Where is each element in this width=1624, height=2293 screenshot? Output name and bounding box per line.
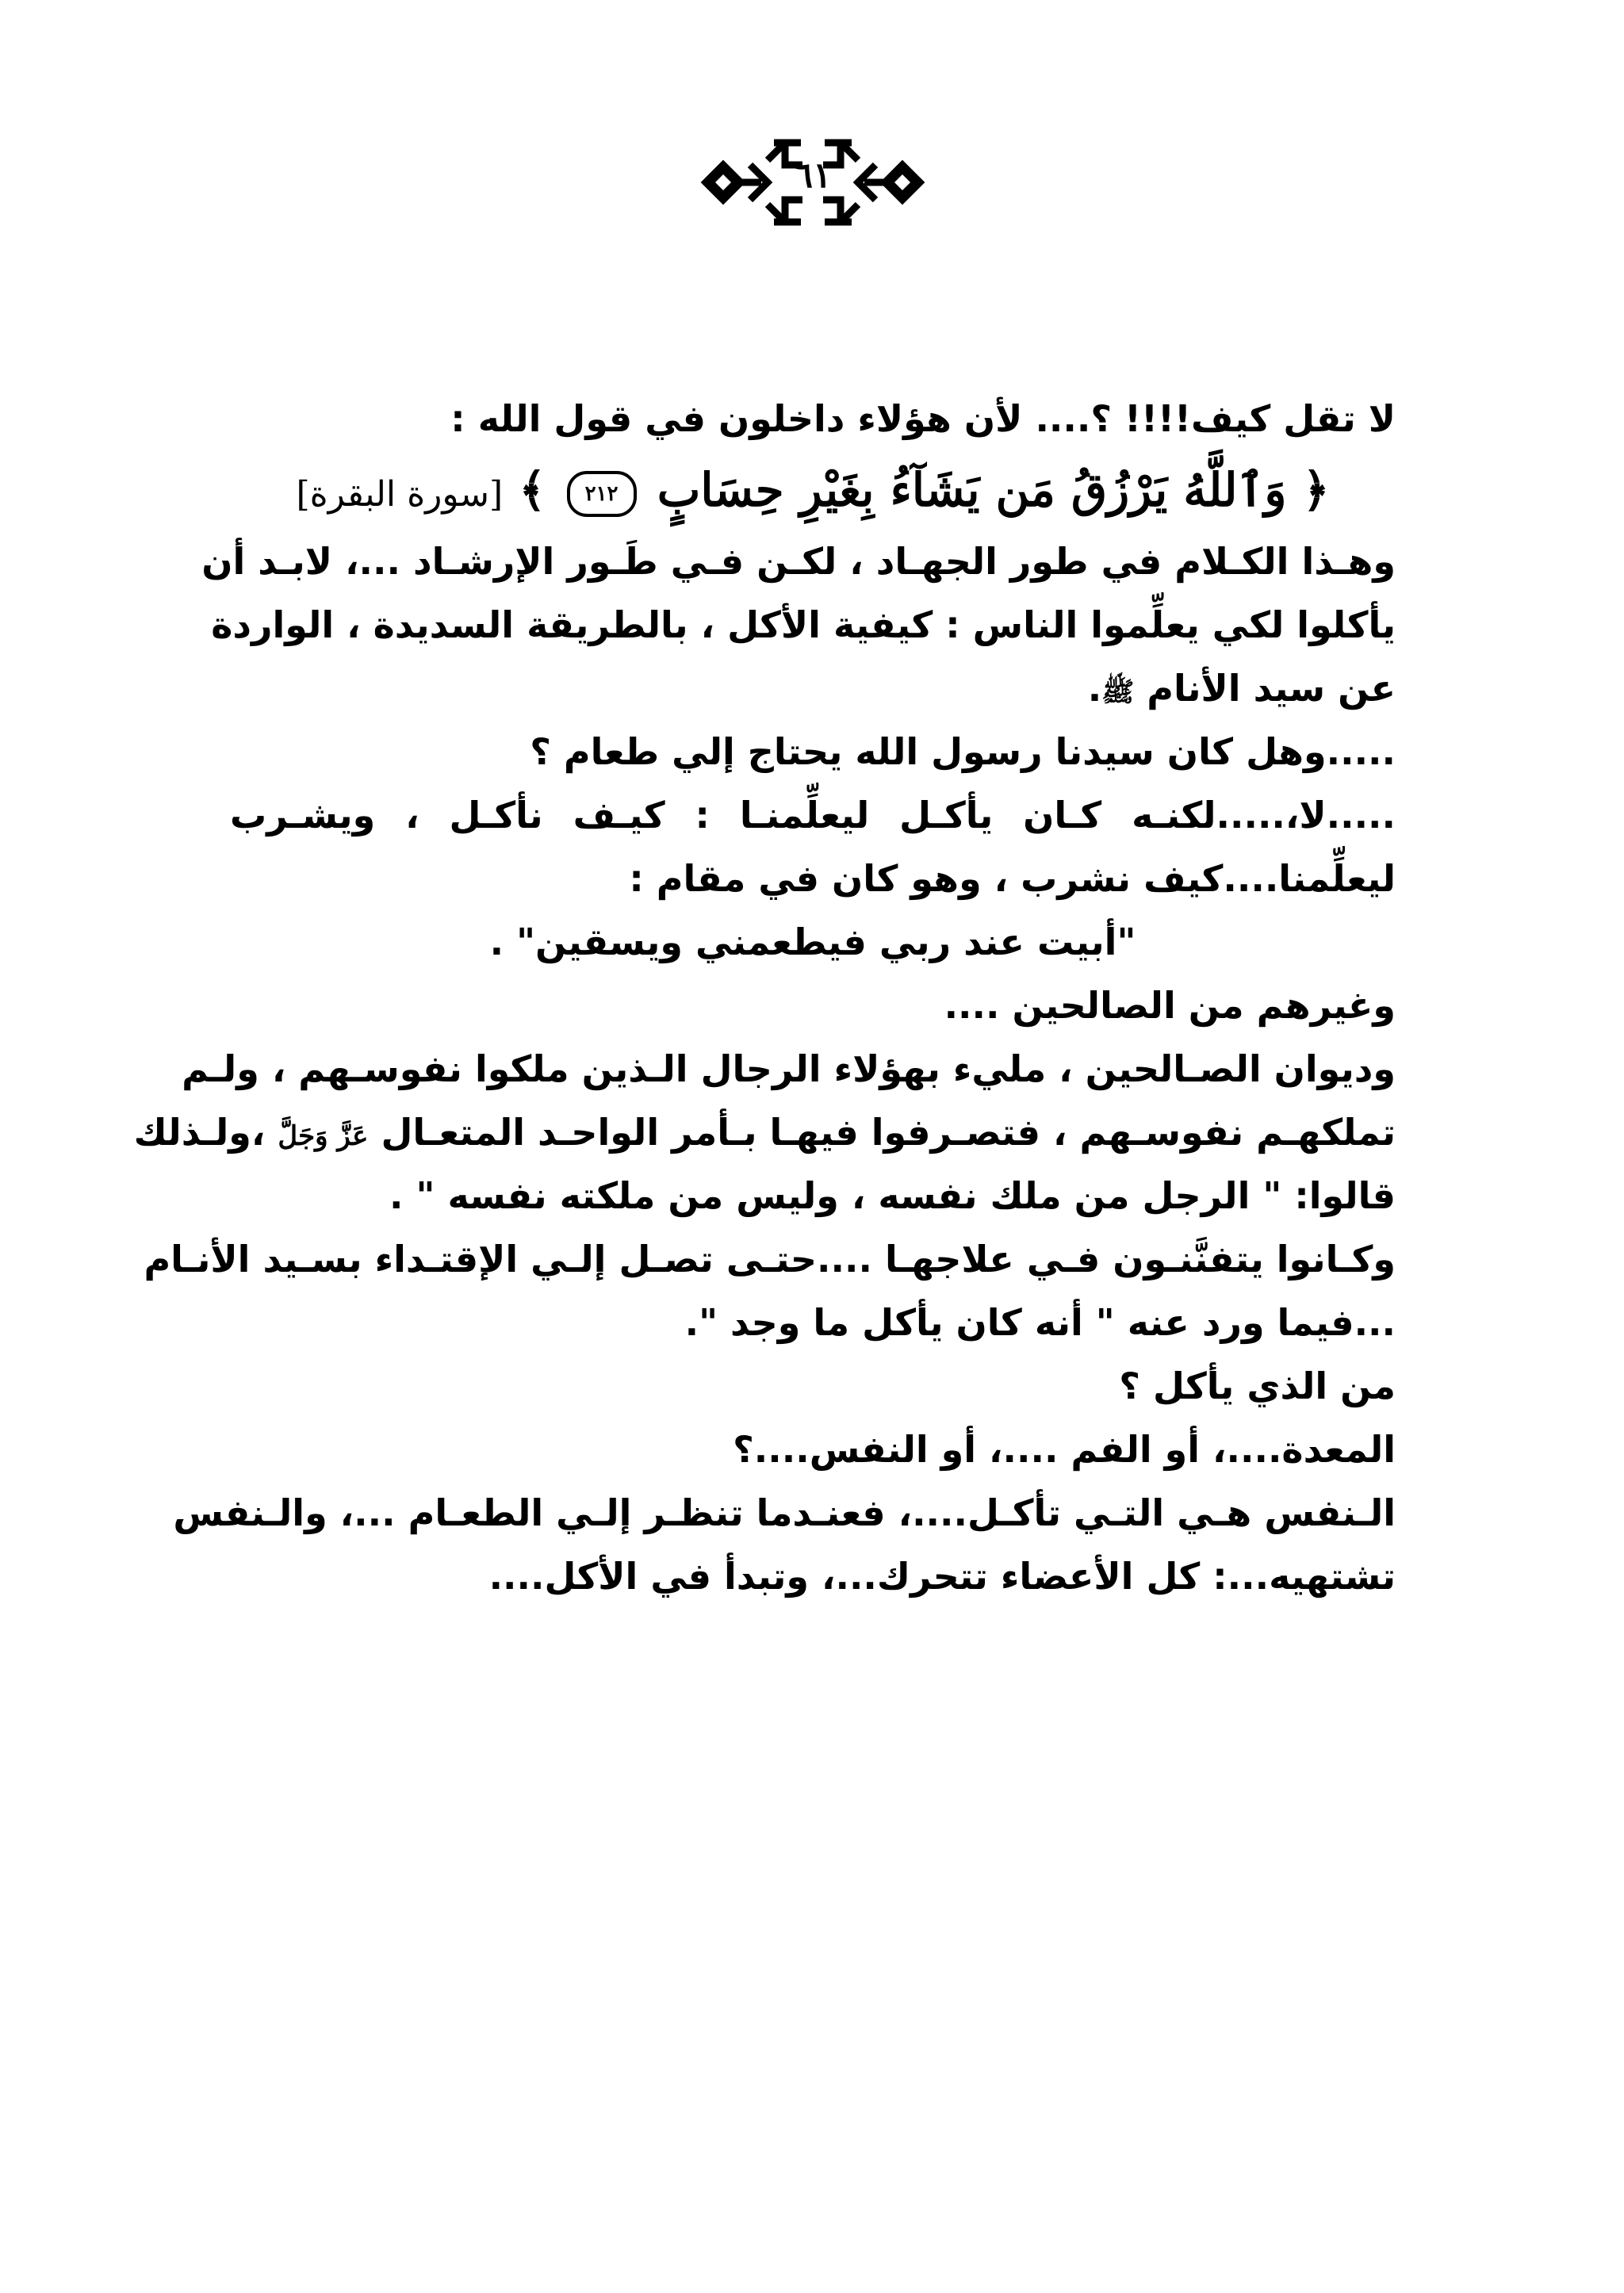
text-line-12 [133, 1101, 1396, 1164]
text-line-12-end: ،ولـذلك [133, 1111, 266, 1154]
text-line-8: ليعلِّمنا....كيف نشرب ، وهو كان في مقام : [629, 857, 1396, 900]
text-line-16: من الذي يأكل ؟ [1119, 1365, 1396, 1407]
text-line-18: الـنفس هـي التـي تأكـل....، فعنـدما تنظـر إلـي الطعـام ...، والـنفس [173, 1491, 1396, 1534]
page-body [133, 387, 1396, 1608]
text-line-14: وكـانوا يتفنَّنـون فـي علاجهـا ....حتـى تصـل إلـي الإقتـداء بسـيد الأنـام [144, 1238, 1396, 1280]
text-line-10: وغيرهم من الصالحين .... [944, 984, 1396, 1027]
text-line-12-main: تملكهـم نفوسـهم ، فتصـرفوا فيهـا بـأمر الواحـد المتعـال [381, 1111, 1396, 1154]
hadith-quote: "أبيت عند ربي فيطعمني ويسقين" . [489, 921, 1136, 963]
page-header [0, 119, 1624, 246]
ayah-number-icon: ٢١٢ [567, 471, 637, 517]
text-line-19: تشتهيه...: كل الأعضاء تتحرك...، وتبدأ في الأكل.... [488, 1555, 1396, 1598]
verse-reference: [سورة البقرة] [296, 474, 504, 515]
text-line-3: وهـذا الكـلام في طور الجهـاد ، لكـن فـي طَـور الإرشـاد ...، لابـد أن [201, 540, 1396, 583]
quran-verse [230, 450, 1396, 530]
text-line-6: .....وهل كان سيدنا رسول الله يحتاج إلي طعام ؟ [530, 730, 1396, 773]
text-line-11: وديوان الصـالحين ، مليء بهؤلاء الرجال الـذين ملكوا نفوسـهم ، ولـم [182, 1047, 1396, 1090]
text-line-15: ...فيما ورد عنه " أنه كان يأكل ما وجد ". [684, 1301, 1396, 1344]
text-line-5-end: . [1087, 667, 1102, 710]
text-line-17: المعدة....، أو الفم ....، أو النفس....؟ [733, 1428, 1396, 1471]
azza-wa-jalla-honorific-icon: عَزَّ وَجَلَّ [278, 1120, 369, 1152]
text-line-13: قالوا: " الرجل من ملك نفسه ، وليس من ملكته نفسه " . [389, 1174, 1396, 1217]
text-line-5-main: عن سيد الأنام [1147, 667, 1396, 710]
verse-text: ﴿ وَٱللَّهُ يَرْزُقُ مَن يَشَآءُ بِغَيْرِ حِسَابٍ [657, 463, 1330, 517]
verse-close-bracket: ﴾ [519, 463, 546, 517]
salawat-honorific-icon: ﷺ [1101, 676, 1135, 708]
text-line-4: يأكلوا لكي يعلِّموا الناس : كيفية الأكل ، بالطريقة السديدة ، الواردة [211, 603, 1396, 646]
text-line-5 [230, 657, 1396, 720]
page-number: ٦١ [794, 155, 832, 196]
text-line-7: .....لا،.....لكنـه كـان يأكـل ليعلِّمنـا : كيـف نأكـل ، ويشـرب [230, 794, 1396, 836]
text-line-1: لا تقل كيف!!!! ؟.... لأن هؤلاء داخلون في قول الله : [450, 397, 1396, 440]
